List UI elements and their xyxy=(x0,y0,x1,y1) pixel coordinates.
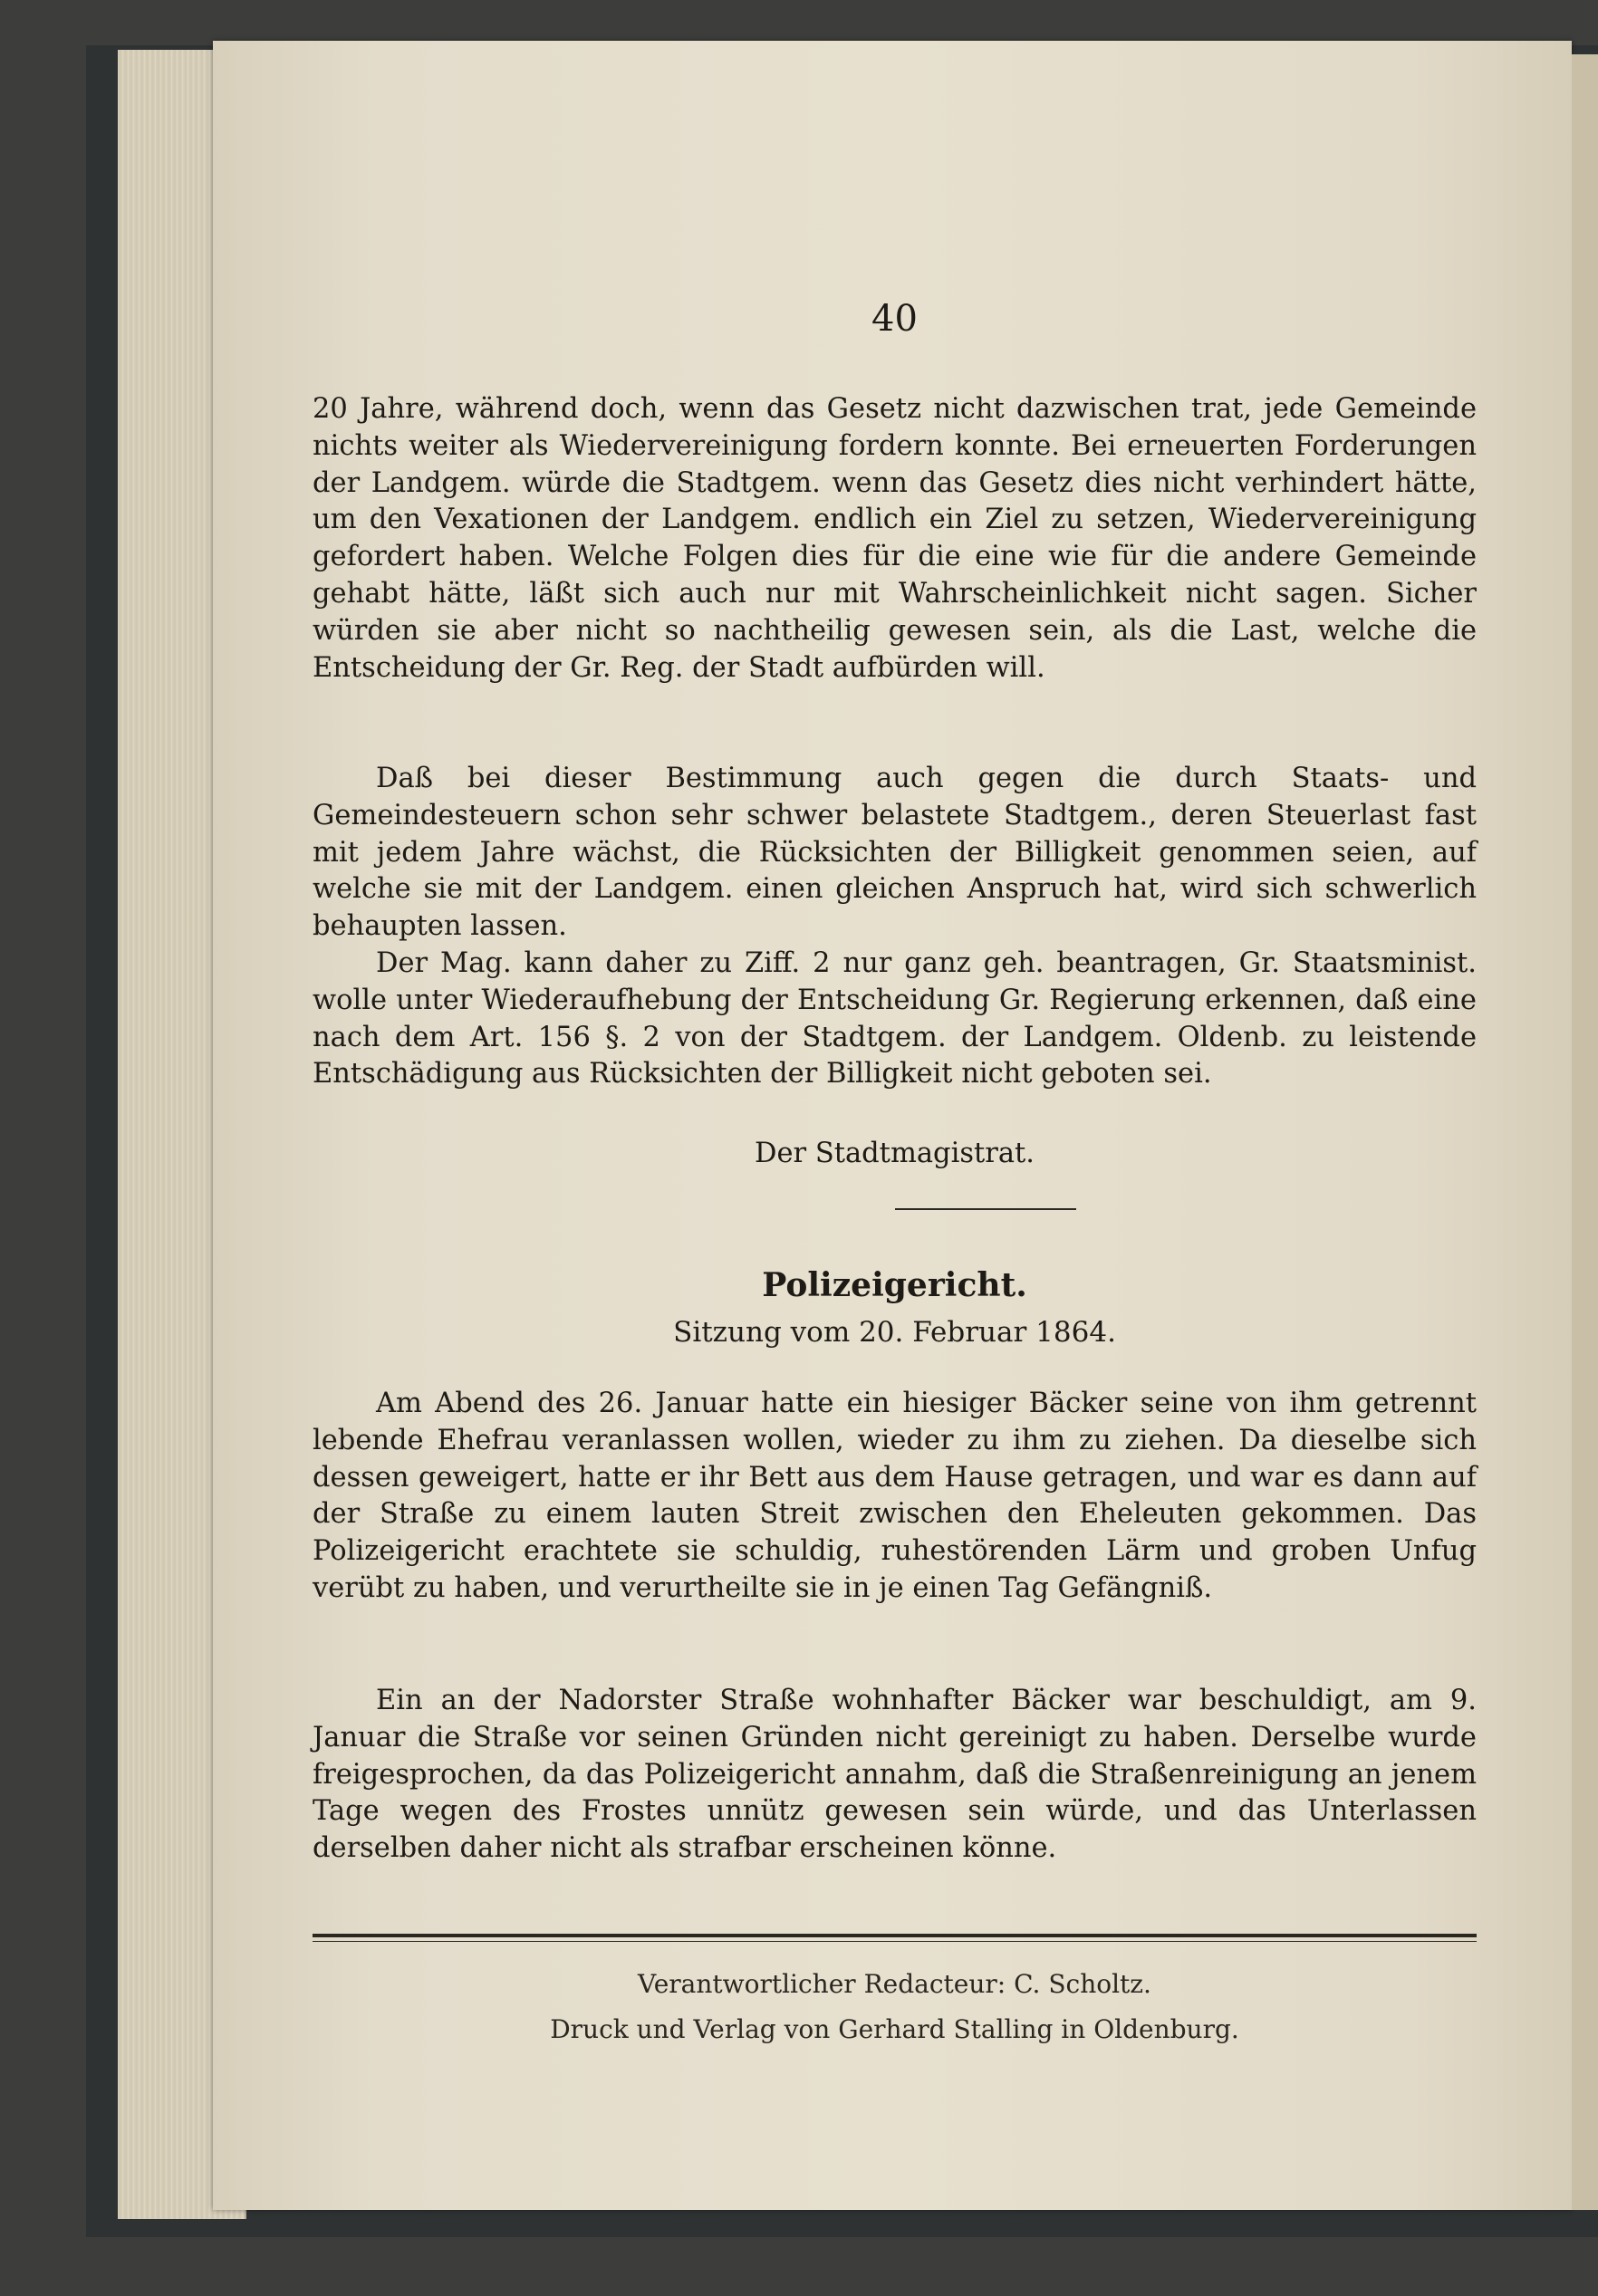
section-title: Polizeigericht. xyxy=(762,1266,1027,1304)
section-subtitle: Sitzung vom 20. Februar 1864. xyxy=(673,1316,1116,1349)
footer-rule-thin xyxy=(313,1941,1477,1942)
footer-printer: Druck und Verlag von Gerhard Stalling in Oldenburg. xyxy=(550,2014,1239,2044)
footer-editor: Verantwortlicher Redacteur: C. Scholtz. xyxy=(638,1969,1151,1999)
paragraph: Daß bei dieser Bestimmung auch gegen die durch Staats- und Gemeindesteuern schon sehr schwer belastete Stadtgem., deren Steuerlast fast mit jedem Jahre wächst, die Rücksichten der Billigkeit genommen seien, auf welche sie mit der Landgem. einen gleichen Anspruch hat, wird sich schwerlich behaupten lassen. xyxy=(313,763,1477,943)
paragraph: Der Mag. kann daher zu Ziff. 2 nur ganz geh. beantragen, Gr. Staatsminist. wolle unter Wiederaufhebung der Entscheidung Gr. Regierung erkennen, daß eine nach dem Art. 156 §. 2 von der Stadtgem. der Landgem. Oldenb. zu leistende Entschädigung aus Rücksichten der Billigkeit nicht geboten sei. xyxy=(313,947,1477,1090)
footer-rule-thick xyxy=(313,1934,1477,1937)
page-content xyxy=(313,0,1477,2296)
section-divider xyxy=(895,1208,1076,1210)
signature: Der Stadtmagistrat. xyxy=(755,1138,1035,1169)
page-number: 40 xyxy=(871,298,918,340)
adjacent-page-edge xyxy=(1572,54,1598,2210)
paragraph: Ein an der Nadorster Straße wohnhafter Bäcker war beschuldigt, am 9. Januar die Straße vor seinen Gründen nicht gereinigt zu haben. Derselbe wurde freigesprochen, da das Polizeigericht annahm, daß die Straßenreinigung an jenem Tage wegen des Frostes unnütz gewesen sein würde, und das Unterlassen derselben daher nicht als strafbar erscheinen könne. xyxy=(313,1685,1477,1865)
paragraph-continued: 20 Jahre, während doch, wenn das Gesetz nicht dazwischen trat, jede Gemeinde nichts weiter als Wiedervereinigung fordern konnte. Bei erneuerten Forderungen der Landgem. würde die Stadtgem. wenn das Gesetz dies nicht verhindert hätte, um den Vexationen der Landgem. endlich ein Ziel zu setzen, Wiedervereinigung gefordert haben. Welche Folgen dies für die eine wie für die andere Gemeinde gehabt hätte, läßt sich auch nur mit Wahrscheinlichkeit nicht sagen. Sicher würden sie aber nicht so nachtheilig gewesen sein, als die Last, welche die Entscheidung der Gr. Reg. der Stadt aufbürden will. xyxy=(313,393,1477,684)
paragraph: Am Abend des 26. Januar hatte ein hiesiger Bäcker seine von ihm getrennt lebende Ehefrau veranlassen wollen, wieder zu ihm zu ziehen. Da dieselbe sich dessen geweigert, hatte er ihr Bett aus dem Hause getragen, und war es dann auf der Straße zu einem lauten Streit zwischen den Eheleuten gekommen. Das Polizeigericht erachtete sie schuldig, ruhestörenden Lärm und groben Unfug verübt zu haben, und verurtheilte sie in je einen Tag Gefängniß. xyxy=(313,1388,1477,1604)
